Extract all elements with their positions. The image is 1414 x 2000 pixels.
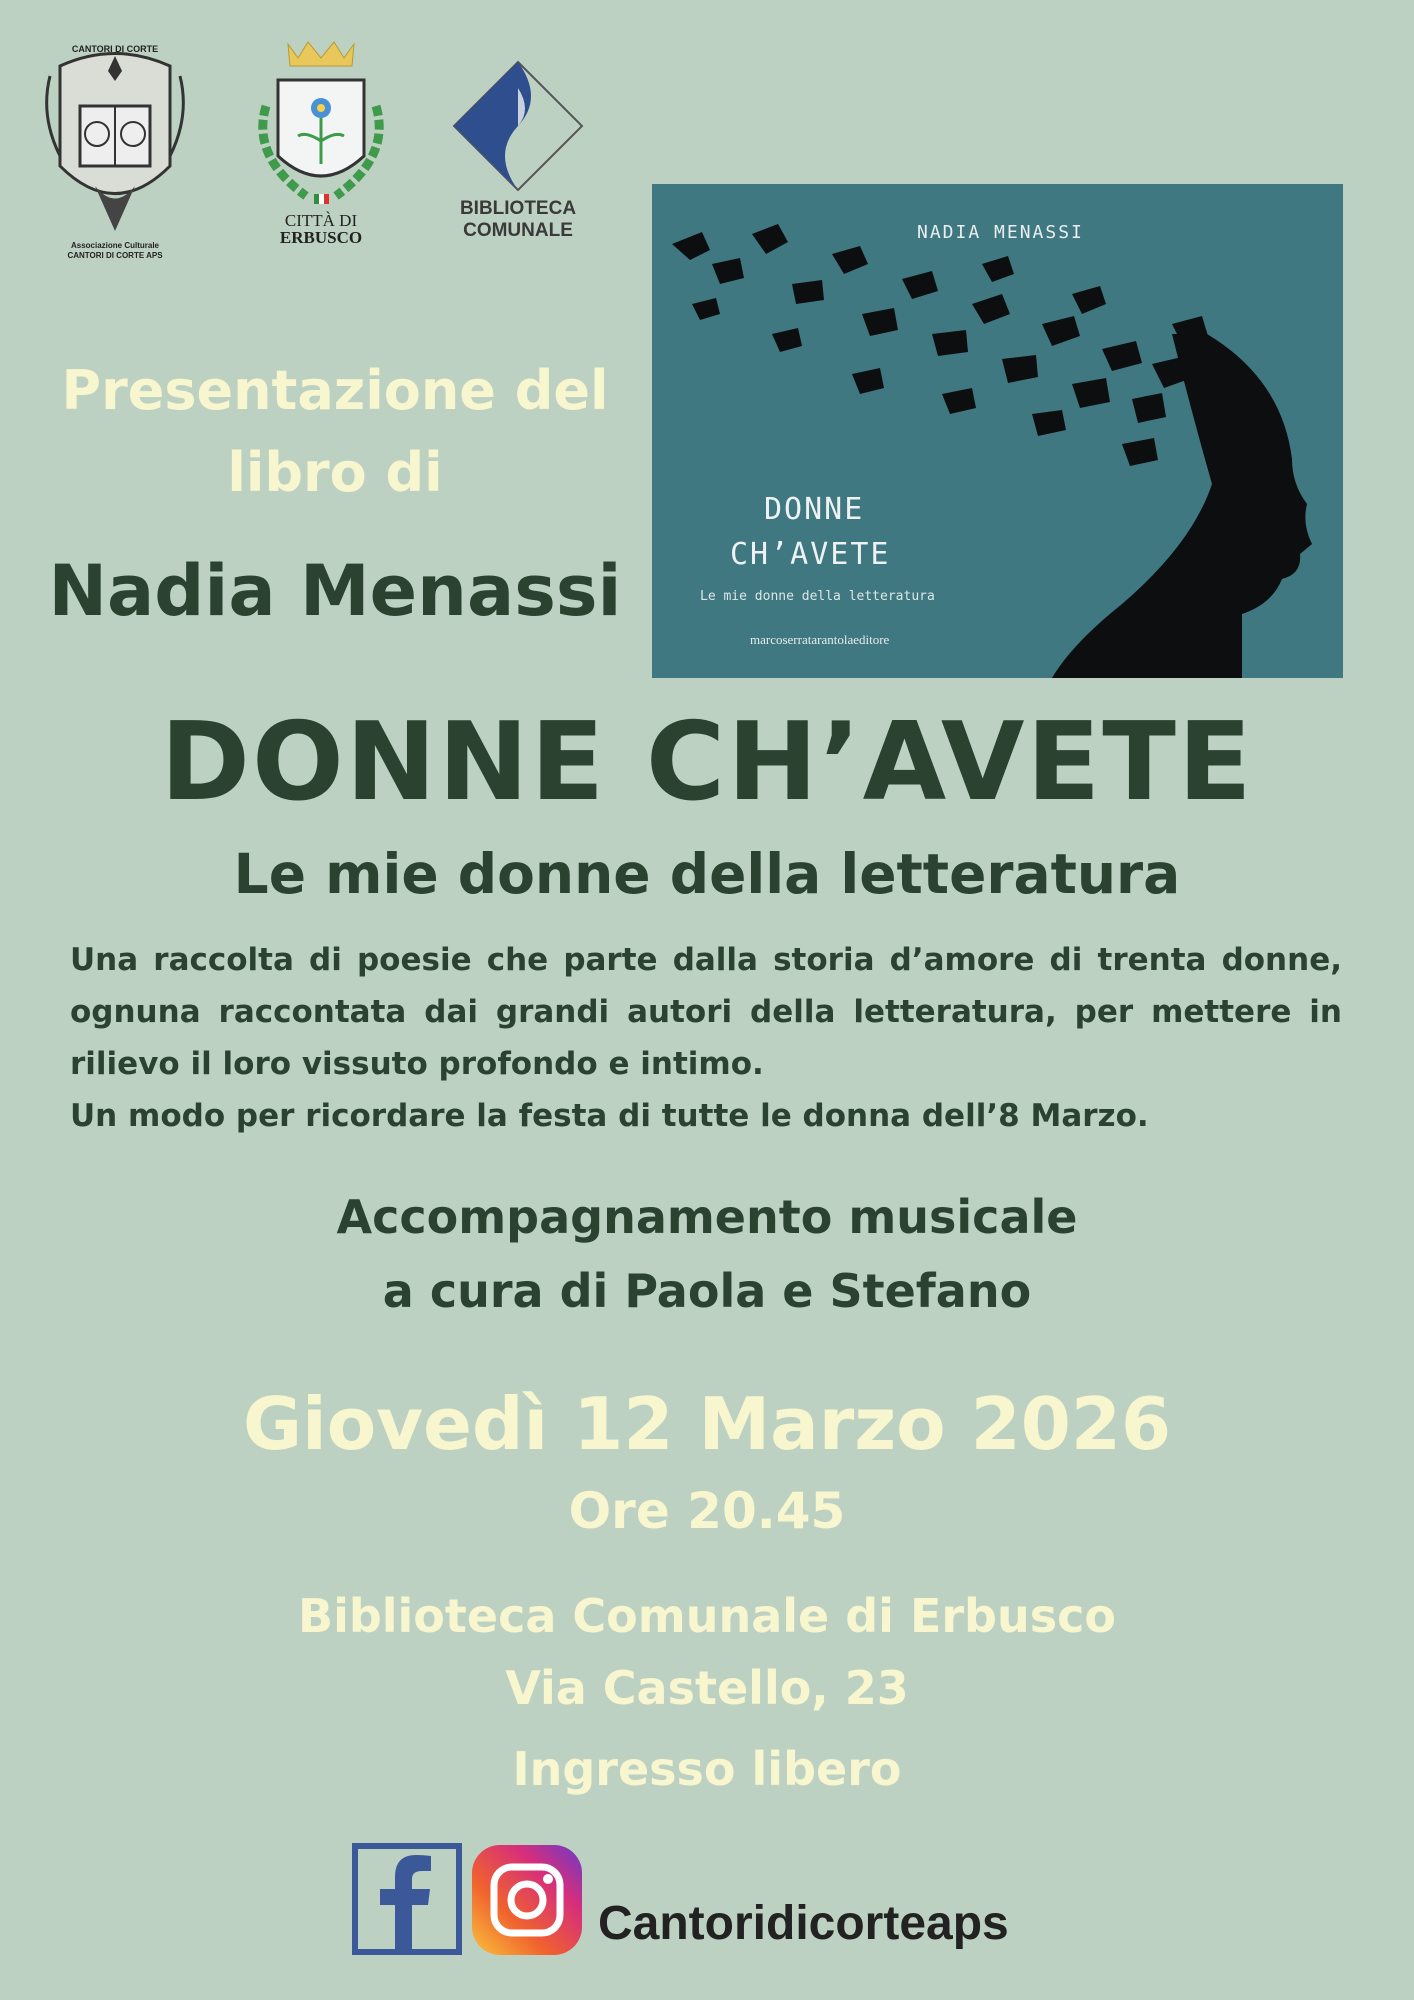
instagram-icon[interactable] [470, 1843, 584, 1957]
cover-author: NADIA MENASSI [917, 222, 1084, 243]
venue-address: Via Castello, 23 [505, 1661, 909, 1715]
cover-title-line-2: CH’AVETE [730, 537, 891, 572]
book-cover [652, 184, 1343, 678]
entry-info: Ingresso libero [512, 1742, 902, 1796]
cantori-di-corte-logo [40, 36, 190, 261]
erbusco-caption-2: ERBUSCO [279, 228, 363, 247]
music-line-1: Accompagnamento musicale [336, 1190, 1078, 1244]
presentation-line-2: libro di [227, 441, 443, 504]
event-time: Ore 20.45 [568, 1482, 846, 1540]
description-paragraph-2: Un modo per ricordare la festa di tutte le donna dell’8 Marzo. [70, 1098, 1149, 1134]
book-subtitle: Le mie donne della letteratura [233, 842, 1181, 906]
cantori-motto: CANTORI DI CORTE [71, 44, 159, 54]
event-date: Giovedì 12 Marzo 2026 [242, 1382, 1172, 1466]
description-paragraph-1: Una raccolta di poesie che parte dalla storia d’amore di trenta donne, ognuna raccontata dai grandi autori della letteratura, per mettere in rilievo il loro vissuto profondo e intimo. [70, 942, 1342, 1082]
venue-name: Biblioteca Comunale di Erbusco [298, 1589, 1116, 1643]
social-handle[interactable]: Cantoridicorteaps [598, 1897, 1009, 1950]
description [70, 934, 1342, 1142]
book-title: DONNE CH’AVETE [160, 700, 1254, 825]
author-name: Nadia Menassi [48, 550, 622, 632]
cantori-caption-2: CANTORI DI CORTE APS [67, 251, 163, 260]
cover-title-line-1: DONNE [764, 492, 865, 527]
citta-di-erbusco-logo [236, 36, 406, 251]
cantori-crest-icon [40, 36, 190, 236]
event-venue [0, 1580, 1414, 1724]
music-credits [0, 1180, 1414, 1328]
cantori-caption-1: Associazione Culturale [70, 241, 160, 250]
biblioteca-comunale-logo [448, 58, 588, 248]
presentation-heading [40, 350, 630, 514]
biblioteca-caption-2: COMUNALE [463, 220, 573, 241]
erbusco-caption-1: CITTÀ DI [284, 211, 358, 230]
music-line-2: a cura di Paola e Stefano [382, 1264, 1032, 1318]
facebook-icon[interactable] [352, 1843, 462, 1955]
cover-subtitle: Le mie donne della letteratura [700, 589, 935, 604]
cover-publisher: marcoserratarantolaeditore [750, 632, 890, 647]
presentation-line-1: Presentazione del [61, 359, 609, 422]
biblioteca-caption-1: BIBLIOTECA [459, 198, 577, 219]
biblioteca-diamond-icon [448, 58, 588, 193]
erbusco-coat-of-arms-icon [236, 36, 406, 211]
